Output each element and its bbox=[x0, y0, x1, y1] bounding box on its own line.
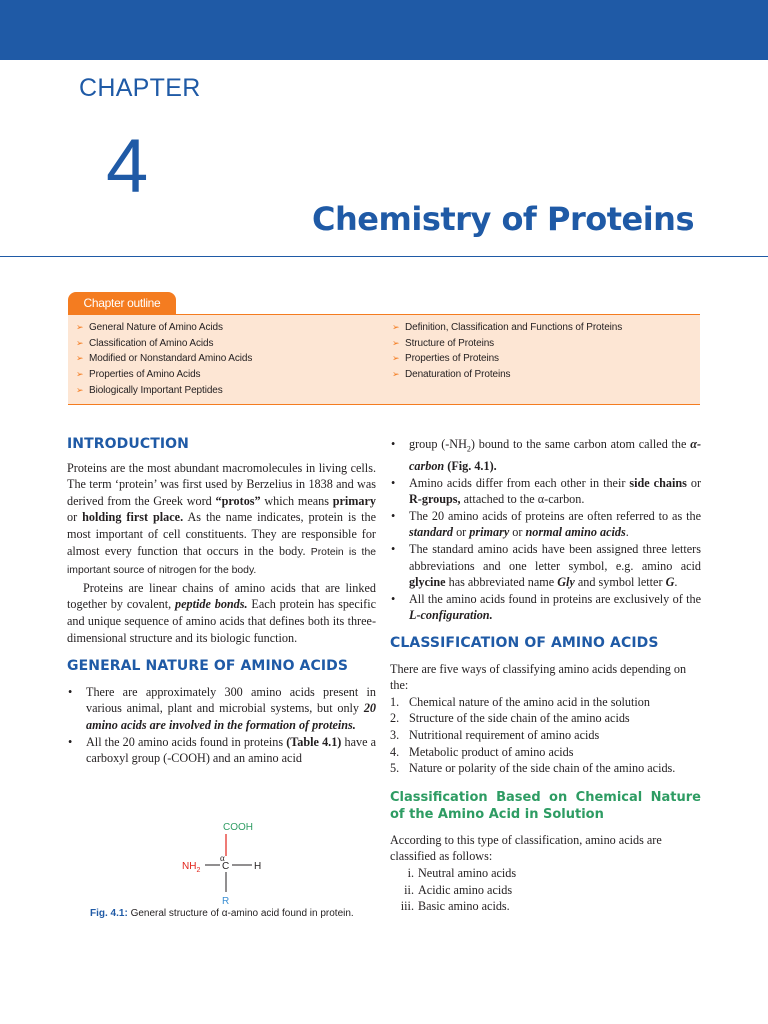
general-nature-heading: GENERAL NATURE OF AMINO ACIDS bbox=[67, 658, 349, 675]
outline-item: ➢ Properties of Amino Acids bbox=[76, 367, 252, 383]
list-item: • The standard amino acids have been assigned three letters abbreviations and one letter symbol, e.g. amino acid glycine has abbreviated name Gly and symbol letter G. bbox=[390, 541, 701, 591]
outline-item: ➢ Denaturation of Proteins bbox=[392, 367, 622, 383]
right-column bbox=[390, 436, 701, 915]
classification-list bbox=[390, 694, 701, 777]
general-nature-list-continued bbox=[390, 436, 701, 475]
outline-item: ➢ Structure of Proteins bbox=[392, 336, 622, 352]
outline-item: ➢ Biologically Important Peptides bbox=[76, 383, 252, 399]
outline-item: ➢ Definition, Classification and Functions of Proteins bbox=[392, 320, 622, 336]
introduction-heading: INTRODUCTION bbox=[67, 436, 189, 452]
figure-hydrogen-label: H bbox=[254, 861, 262, 872]
outline-tab: Chapter outline bbox=[68, 292, 176, 314]
list-item: iii. Basic amino acids. bbox=[400, 899, 510, 914]
figure-nh2-label: $NH_2$ bbox=[182, 861, 201, 874]
classification-intro: There are five ways of classifying amino acids depending on the: bbox=[390, 661, 687, 693]
outline-item: ➢ Classification of Amino Acids bbox=[76, 336, 252, 352]
amino-acid-structure-figure bbox=[160, 812, 320, 912]
chemical-nature-intro: According to this type of classification, amino acids are classified as follows: bbox=[390, 832, 662, 864]
header-band bbox=[0, 0, 768, 60]
figure-alpha-label: α bbox=[220, 853, 225, 863]
list-item: • Amino acids differ from each other in their side chains or R-groups, attached to the α-carbon. bbox=[390, 475, 701, 508]
title-rule bbox=[0, 256, 768, 257]
outline-item: ➢ Properties of Proteins bbox=[392, 351, 622, 367]
chemical-nature-heading: Classification Based on Chemical Nature of the Amino Acid in Solution bbox=[390, 789, 701, 822]
list-item: ii. Acidic amino acids bbox=[404, 882, 513, 897]
general-nature-list bbox=[67, 684, 376, 767]
classification-heading: CLASSIFICATION OF AMINO ACIDS bbox=[390, 634, 659, 651]
figure-caption bbox=[90, 908, 354, 919]
figure-r-label: R bbox=[222, 896, 230, 907]
general-nature-list-right bbox=[390, 475, 701, 624]
outline-right-list bbox=[392, 320, 622, 383]
outline-item: ➢ Modified or Nonstandard Amino Acids bbox=[76, 351, 252, 367]
list-item-continued: • group $(-NH_2)$ bound to the same carbon atom called the α-carbon (Fig. 4.1). bbox=[390, 436, 701, 475]
outline-item: ➢ General Nature of Amino Acids bbox=[76, 320, 252, 336]
list-item: 1. Chemical nature of the amino acid in the solution bbox=[390, 694, 650, 709]
figure-cooh-label: COOH bbox=[223, 822, 253, 833]
chapter-title: Chemistry of Proteins bbox=[312, 200, 694, 238]
chapter-outline-box bbox=[68, 314, 700, 405]
figure-carbon-label: C bbox=[222, 861, 230, 872]
list-item: • All the 20 amino acids found in proteins (Table 4.1) have a carboxyl group (-COOH) and an amino acid bbox=[67, 734, 376, 767]
intro-paragraph-2: Proteins are linear chains of amino acids that are linked together by covalent, peptide bonds. Each protein has specific and unique sequence of amino acids that defines both its three-dimensional structure and its biologic function. bbox=[67, 580, 376, 645]
left-column bbox=[67, 436, 376, 767]
intro-paragraph-1: Proteins are the most abundant macromolecules in living cells. The term ‘protein’ was first used by Berzelius in 1838 and was derived from the Greek word “protos” which means primary or holding first place. As the name indicates, protein is the most important of cell constituents. They are responsible for almost every function that occurs in the body. Protein is the important source of nitrogen for the body. bbox=[67, 460, 377, 577]
list-item: • The 20 amino acids of proteins are often referred to as the standard or primary or normal amino acids. bbox=[390, 508, 701, 541]
list-item: 4. Metabolic product of amino acids bbox=[390, 744, 574, 759]
list-item: 3. Nutritional requirement of amino acids bbox=[390, 727, 600, 742]
chapter-number: 4 bbox=[106, 124, 149, 209]
list-item: • All the amino acids found in proteins are exclusively of the L-configuration. bbox=[390, 591, 701, 624]
list-item: 5. Nature or polarity of the side chain of the amino acids. bbox=[390, 761, 676, 776]
chemical-nature-list bbox=[390, 865, 701, 915]
list-item: i. Neutral amino acids bbox=[407, 865, 517, 880]
figure-caption-label: Fig. 4.1: bbox=[90, 908, 128, 919]
chapter-label: CHAPTER bbox=[79, 74, 201, 102]
list-item: 2. Structure of the side chain of the amino acids bbox=[390, 711, 630, 726]
outline-left-list bbox=[76, 320, 252, 399]
list-item: • There are approximately 300 amino acids present in various animal, plant and microbial systems, but only 20 amino acids are involved in the formation of proteins. bbox=[67, 684, 376, 734]
figure-caption-text: General structure of α-amino acid found in protein. bbox=[127, 908, 354, 919]
